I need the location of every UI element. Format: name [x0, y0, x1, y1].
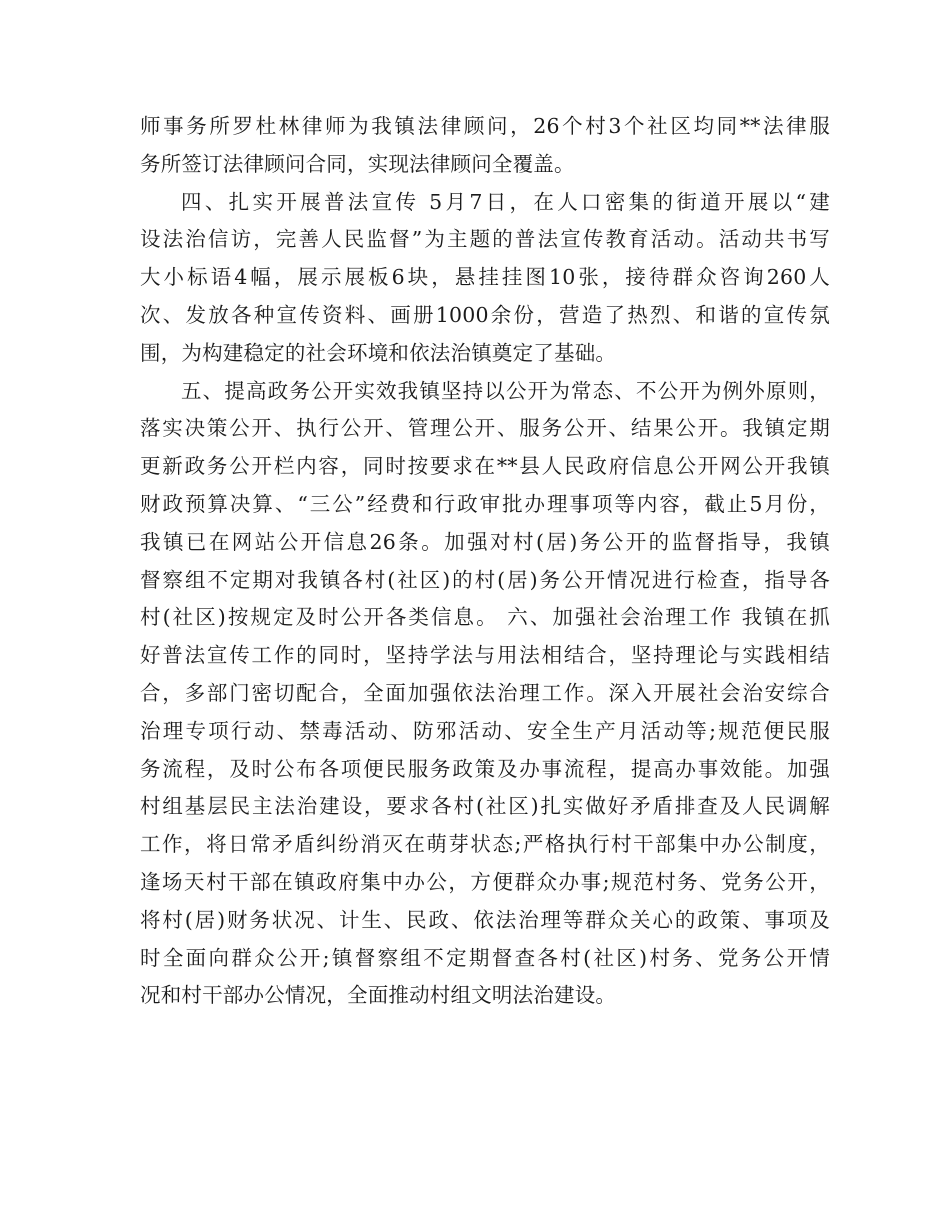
- text-line: 务所签订法律顾问合同，实现法律顾问全覆盖。: [140, 151, 575, 176]
- paragraph-first-line: 四、扎实开展普法宣传 5月7日，在人口密集的街道开展以“建: [181, 189, 830, 214]
- text-line: 况和村干部办公情况，全面推动村组文明法治建设。: [140, 983, 617, 1008]
- document-body: [140, 108, 830, 1015]
- text-line: 合，多部门密切配合，全面加强依法治理工作。深入开展社会治安综合: [140, 680, 830, 705]
- text-line: 务流程，及时公布各项便民服务政策及办事流程，提高办事效能。加强: [140, 756, 830, 781]
- text-line: 师事务所罗杜林律师为我镇法律顾问，26个村3个社区均同**法律服: [140, 114, 830, 138]
- text-line: 次、发放各种宣传资料、画册1000余份，营造了热烈、和谐的宣传氛: [140, 302, 830, 327]
- text-line: 村(社区)按规定及时公开各类信息。 六、加强社会治理工作 我镇在抓: [140, 605, 830, 630]
- text-line: 落实决策公开、执行公开、管理公开、服务公开、结果公开。我镇定期: [140, 416, 830, 441]
- text-line: 财政预算决算、“三公”经费和行政审批办理事项等内容，截止5月份，: [140, 491, 830, 516]
- text-line: 大小标语4幅，展示展板6块，悬挂挂图10张，接待群众咨询260人: [140, 265, 830, 290]
- text-line: 我镇已在网站公开信息26条。加强对村(居)务公开的监督指导，我镇: [140, 529, 830, 554]
- text-line: 工作，将日常矛盾纠纷消灭在萌芽状态;严格执行村干部集中办公制度，: [140, 832, 830, 857]
- paragraph-first-line: 五、提高政务公开实效我镇坚持以公开为常态、不公开为例外原则，: [181, 378, 830, 403]
- text-line: 好普法宣传工作的同时，坚持学法与用法相结合，坚持理论与实践相结: [140, 643, 830, 668]
- text-line: 逢场天村干部在镇政府集中办公，方便群众办事;规范村务、党务公开，: [140, 869, 830, 894]
- text-line: 更新政务公开栏内容，同时按要求在**县人民政府信息公开网公开我镇: [140, 454, 830, 479]
- text-line: 将村(居)财务状况、计生、民政、依法治理等群众关心的政策、事项及: [140, 907, 830, 932]
- text-line: 设法治信访，完善人民监督”为主题的普法宣传教育活动。活动共书写: [140, 227, 830, 252]
- text-line: 村组基层民主法治建设，要求各村(社区)扎实做好矛盾排查及人民调解: [140, 794, 830, 819]
- text-line: 督察组不定期对我镇各村(社区)的村(居)务公开情况进行检查，指导各: [140, 567, 830, 592]
- text-line: 时全面向群众公开;镇督察组不定期督查各村(社区)村务、党务公开情: [140, 945, 830, 970]
- text-line: 治理专项行动、禁毒活动、防邪活动、安全生产月活动等;规范便民服: [140, 718, 830, 743]
- text-line: 围，为构建稳定的社会环境和依法治镇奠定了基础。: [140, 340, 617, 365]
